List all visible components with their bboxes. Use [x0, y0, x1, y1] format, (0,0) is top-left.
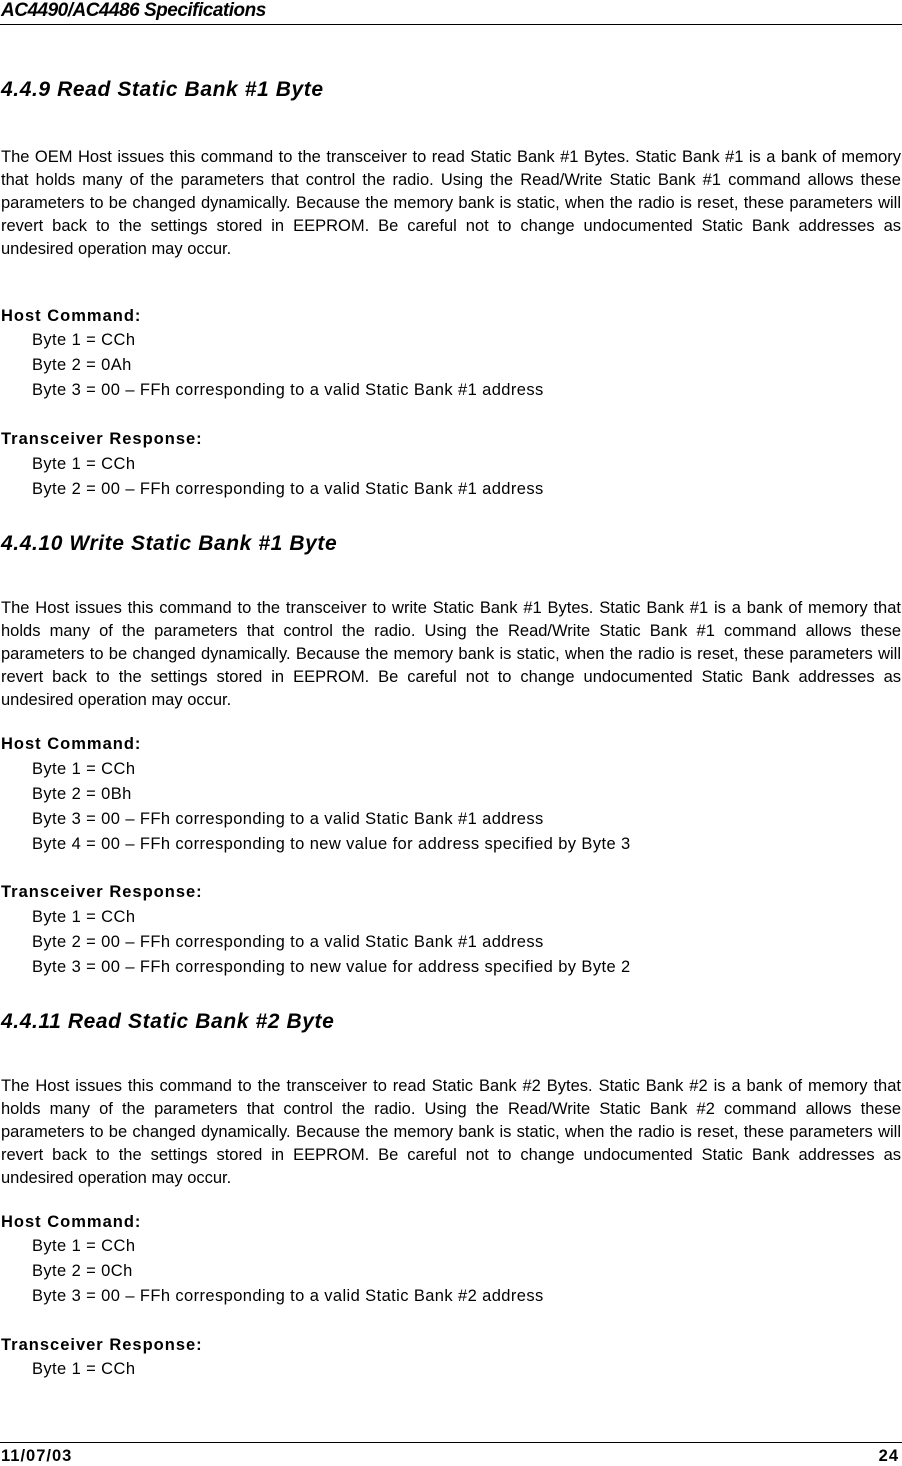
footer-divider — [0, 1442, 902, 1443]
host-command-byte-1: Byte 1 = CCh — [32, 760, 136, 778]
footer-date: 11/07/03 — [1, 1447, 73, 1465]
host-command-byte-3: Byte 3 = 00 – FFh corresponding to a valid Static Bank #1 address — [32, 810, 544, 828]
response-byte-1: Byte 1 = CCh — [32, 908, 136, 926]
host-command-byte-1: Byte 1 = CCh — [32, 331, 136, 349]
host-command-label: Host Command: — [1, 1213, 142, 1231]
transceiver-response-label: Transceiver Response: — [1, 883, 203, 901]
host-command-byte-2: Byte 2 = 0Ch — [32, 1262, 133, 1280]
transceiver-response-label: Transceiver Response: — [1, 1336, 203, 1354]
host-command-byte-3: Byte 3 = 00 – FFh corresponding to a valid Static Bank #1 address — [32, 381, 544, 399]
host-command-label: Host Command: — [1, 307, 142, 325]
section-heading-4-4-10: 4.4.10 Write Static Bank #1 Byte — [1, 532, 338, 555]
host-command-byte-4: Byte 4 = 00 – FFh corresponding to new value for address specified by Byte 3 — [32, 835, 631, 853]
page-number: 24 — [878, 1447, 899, 1465]
section-heading-4-4-11: 4.4.11 Read Static Bank #2 Byte — [1, 1010, 335, 1033]
document-title: AC4490/AC4486 Specifications — [1, 0, 266, 21]
transceiver-response-label: Transceiver Response: — [1, 430, 203, 448]
response-byte-3: Byte 3 = 00 – FFh corresponding to new value for address specified by Byte 2 — [32, 958, 631, 976]
section-paragraph: The Host issues this command to the transceiver to read Static Bank #2 Bytes. Static Bank #2 is a bank of memory that holds many of the parameters that control the radio. Using the Read/Write Static Bank #2 command allows these parameters to be changed dynamically. Because the memory bank is static, when the radio is reset, these parameters will revert back to the settings stored in EEPROM. Be careful not to change undocumented Static Bank addresses as undesired operation may occur. — [1, 1077, 901, 1187]
host-command-byte-2: Byte 2 = 0Ah — [32, 356, 132, 374]
page-header — [0, 0, 902, 25]
response-byte-1: Byte 1 = CCh — [32, 455, 136, 473]
response-byte-2: Byte 2 = 00 – FFh corresponding to a valid Static Bank #1 address — [32, 933, 544, 951]
section-paragraph: The OEM Host issues this command to the transceiver to read Static Bank #1 Bytes. Static Bank #1 is a bank of memory that holds many of the parameters that control the radio. Using the Read/Write Static Bank #1 command allows these parameters to be changed dynamically. Because the memory bank is static, when the radio is reset, these parameters will revert back to the settings stored in EEPROM. Be careful not to change undocumented Static Bank addresses as undesired operation may occur. — [1, 148, 901, 258]
host-command-byte-2: Byte 2 = 0Bh — [32, 785, 132, 803]
response-byte-1: Byte 1 = CCh — [32, 1360, 136, 1378]
host-command-byte-3: Byte 3 = 00 – FFh corresponding to a valid Static Bank #2 address — [32, 1287, 544, 1305]
section-heading-4-4-9: 4.4.9 Read Static Bank #1 Byte — [1, 78, 324, 101]
host-command-label: Host Command: — [1, 735, 142, 753]
host-command-byte-1: Byte 1 = CCh — [32, 1237, 136, 1255]
section-paragraph: The Host issues this command to the transceiver to write Static Bank #1 Bytes. Static Bank #1 is a bank of memory that holds many of the parameters that control the radio. Using the Read/Write Static Bank #1 command allows these parameters to be changed dynamically. Because the memory bank is static, when the radio is reset, these parameters will revert back to the settings stored in EEPROM. Be careful not to change undocumented Static Bank addresses as undesired operation may occur. — [1, 599, 901, 709]
response-byte-2: Byte 2 = 00 – FFh corresponding to a valid Static Bank #1 address — [32, 480, 544, 498]
